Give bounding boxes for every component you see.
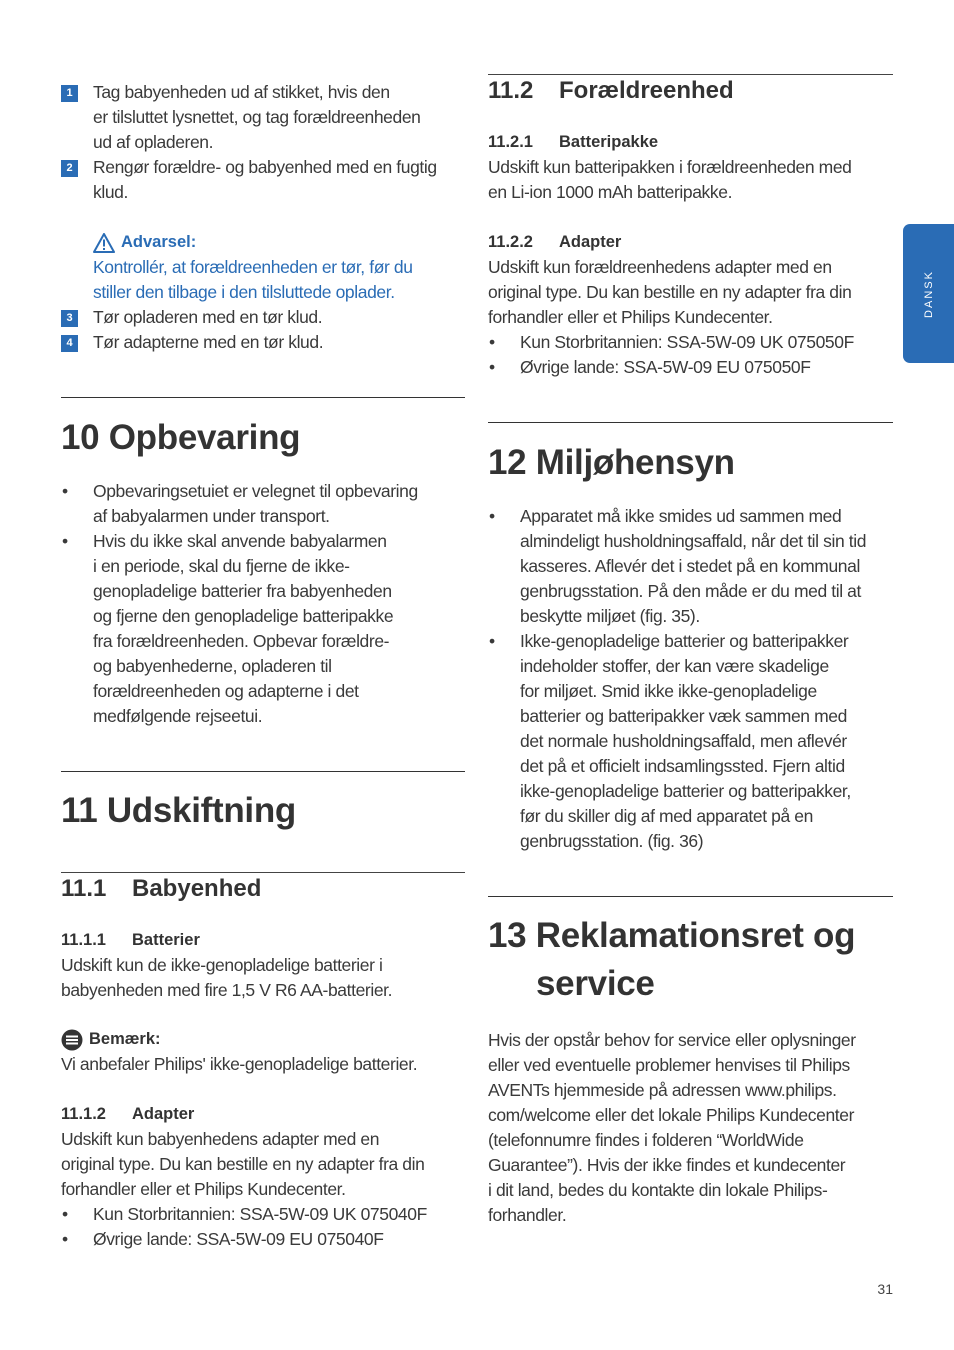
list-line: det normale husholdningsaffald, men aflevér	[520, 731, 847, 751]
warning-box	[61, 230, 465, 305]
list-line: • Apparatet må ikke smides ud sammen med	[520, 506, 842, 526]
note-line: Vi anbefaler Philips' ikke-genopladelige batterier.	[61, 1054, 418, 1074]
subsection-divider	[61, 872, 465, 873]
warning-heading	[93, 230, 465, 255]
step-number: 1	[61, 85, 78, 102]
paragraph-line: babyenheden med fire 1,5 V R6 AA-batterier.	[61, 980, 393, 1000]
list-item: • Kun Storbritannien: SSA-5W-09 UK 075040F	[61, 1202, 465, 1227]
list-line: genbrugsstation. (fig. 36)	[520, 831, 704, 851]
paragraph-line: Hvis der opstår behov for service eller oplysninger	[488, 1030, 856, 1050]
adapter-list	[488, 330, 893, 380]
note-icon	[61, 1029, 83, 1051]
list-line: ikke-genopladelige batterier og batteripakker,	[520, 781, 851, 801]
subsection-number: 11.1	[61, 875, 107, 902]
subsection-number: 11.2.1	[488, 133, 533, 151]
step-line: Tør opladeren med en tør klud.	[93, 307, 323, 327]
step-number: 3	[61, 310, 78, 327]
title-line: service	[536, 964, 655, 1003]
list-item	[61, 479, 465, 529]
paragraph-line: forhandler.	[488, 1205, 567, 1225]
list-line: medfølgende rejseetui.	[93, 706, 263, 726]
list-line: beskytte miljøet (fig. 35).	[520, 606, 700, 626]
warning-line: Kontrollér, at forældreenheden er tør, før du	[93, 257, 413, 277]
paragraph-line: forhandler eller et Philips Kundecenter.	[61, 1179, 346, 1199]
steps-cleaning	[61, 80, 465, 205]
paragraph-line: i dit land, bedes du kontakte din lokale Philips-	[488, 1180, 828, 1200]
list-line: og fjerne den genopladelige batteripakke	[93, 606, 394, 626]
step-line: er tilsluttet lysnettet, og tag forældreenheden	[93, 107, 421, 127]
paragraph-line: original type. Du kan bestille en ny adapter fra din	[488, 282, 852, 302]
list-line: for miljøet. Smid ikke ikke-genopladelige	[520, 681, 817, 701]
subsection-name: Batterier	[132, 931, 200, 949]
subsection-11-1-2-title	[61, 1102, 465, 1127]
list-line: batterier og batteripakker væk sammen med	[520, 706, 847, 726]
list-line: og babyenhederne, opladeren til	[93, 656, 332, 676]
paragraph-line: en Li-ion 1000 mAh batteripakke.	[488, 182, 733, 202]
list-item	[61, 529, 465, 729]
paragraph-line: Udskift kun de ikke-genopladelige batterier i	[61, 955, 383, 975]
subsection-divider	[488, 74, 893, 75]
note-title: Bemærk:	[89, 1030, 161, 1048]
list-line: i en periode, skal du fjerne de ikke-	[93, 556, 350, 576]
section-divider	[488, 896, 893, 897]
paragraph-line: eller ved eventuelle problemer henvises til Philips	[488, 1055, 850, 1075]
list-line: det på et officielt indsamlingssted. Fjern altid	[520, 756, 845, 776]
list-line: genopladelige batterier fra babyenheden	[93, 581, 392, 601]
list-line: indeholder stoffer, der kan være skadelige	[520, 656, 829, 676]
list-line: • Opbevaringsetuiet er velegnet til opbevaring	[93, 481, 418, 501]
subsection-number: 11.1.1	[61, 931, 106, 949]
list-line: af babyalarmen under transport.	[93, 506, 330, 526]
subsection-number: 11.2.2	[488, 233, 533, 251]
paragraph	[488, 1028, 893, 1228]
step-line: Tør adapterne med en tør klud.	[93, 332, 324, 352]
subsection-name: Adapter	[559, 233, 622, 251]
section-13-title	[488, 912, 893, 1008]
warning-title: Advarsel:	[121, 233, 197, 251]
paragraph	[61, 953, 465, 1003]
section-divider	[61, 397, 465, 398]
paragraph	[61, 1127, 465, 1252]
list-line: • Hvis du ikke skal anvende babyalarmen	[93, 531, 387, 551]
paragraph-line: forhandler eller et Philips Kundecenter.	[488, 307, 773, 327]
section-divider	[61, 771, 465, 772]
paragraph-line: Udskift kun batteripakken i forældreenheden med	[488, 157, 852, 177]
list-line: almindeligt husholdningsaffald, når det til sin tid	[520, 531, 867, 551]
subsection-number: 11.1.2	[61, 1105, 106, 1123]
page-number: 31	[877, 1281, 893, 1297]
warning-line: stiller den tilbage i den tilsluttede oplader.	[93, 282, 395, 302]
paragraph-line: AVENTs hjemmeside på adressen www.philips.	[488, 1080, 837, 1100]
list-line: kasseres. Aflevér det i stedet på en kommunal	[520, 556, 860, 576]
subsection-number: 11.2	[488, 77, 534, 104]
paragraph-line: Udskift kun forældreenhedens adapter med en	[488, 257, 832, 277]
step-line: ud af opladeren.	[93, 132, 214, 152]
paragraph	[488, 255, 893, 380]
step-2	[61, 155, 465, 205]
paragraph-line: com/welcome eller det lokale Philips Kundecenter	[488, 1105, 854, 1125]
paragraph-line: (telefonnumre findes i folderen “WorldWide	[488, 1130, 804, 1150]
section-12-bullets	[488, 504, 893, 854]
list-line: • Ikke-genopladelige batterier og batteripakker	[520, 631, 849, 651]
section-10-bullets	[61, 479, 465, 729]
note-heading	[61, 1027, 465, 1052]
subsection-name: Forældreenhed	[559, 77, 734, 104]
paragraph-line: original type. Du kan bestille en ny adapter fra din	[61, 1154, 425, 1174]
language-tab	[903, 224, 954, 363]
step-line: Tag babyenheden ud af stikket, hvis den	[93, 82, 390, 102]
subsection-11-1-1-title	[61, 928, 465, 953]
step-line: klud.	[93, 182, 128, 202]
list-item: • Øvrige lande: SSA-5W-09 EU 075050F	[488, 355, 893, 380]
subsection-11-2-2-title	[488, 230, 893, 255]
list-item: • Kun Storbritannien: SSA-5W-09 UK 075050F	[488, 330, 893, 355]
subsection-11-2-title	[488, 76, 893, 106]
section-divider	[488, 422, 893, 423]
step-number: 4	[61, 335, 78, 352]
list-item	[488, 629, 893, 854]
warning-icon	[93, 233, 115, 253]
section-10-title: 10 Opbevaring	[61, 418, 301, 457]
step-3	[61, 305, 465, 330]
list-line: forældreenheden og adapterne i det	[93, 681, 359, 701]
list-line: genbrugsstation. På den måde er du med til at	[520, 581, 861, 601]
note-box	[61, 1027, 465, 1077]
title-line: 13 Reklamationsret og	[488, 916, 856, 955]
subsection-11-2-1-title	[488, 130, 893, 155]
list-item	[488, 504, 893, 629]
list-line: fra forældreenheden. Opbevar forældre-	[93, 631, 390, 651]
step-number: 2	[61, 160, 78, 177]
step-line: Rengør forældre- og babyenhed med en fugtig	[93, 157, 437, 177]
paragraph-line: Udskift kun babyenhedens adapter med en	[61, 1129, 380, 1149]
section-12-title: 12 Miljøhensyn	[488, 443, 735, 482]
subsection-name: Batteripakke	[559, 133, 659, 151]
step-4	[61, 330, 465, 355]
language-label: DANSK	[922, 269, 935, 318]
list-item: • Øvrige lande: SSA-5W-09 EU 075040F	[61, 1227, 465, 1252]
paragraph-line: Guarantee”). Hvis der ikke findes et kundecenter	[488, 1155, 846, 1175]
list-line: før du skiller dig af med apparatet på en	[520, 806, 813, 826]
step-1	[61, 80, 465, 155]
steps-drying	[61, 305, 465, 355]
paragraph	[488, 155, 893, 205]
section-11-title: 11 Udskiftning	[61, 791, 297, 830]
subsection-11-1-title	[61, 874, 465, 904]
subsection-name: Adapter	[132, 1105, 195, 1123]
subsection-name: Babyenhed	[132, 875, 262, 902]
adapter-list	[61, 1202, 465, 1252]
